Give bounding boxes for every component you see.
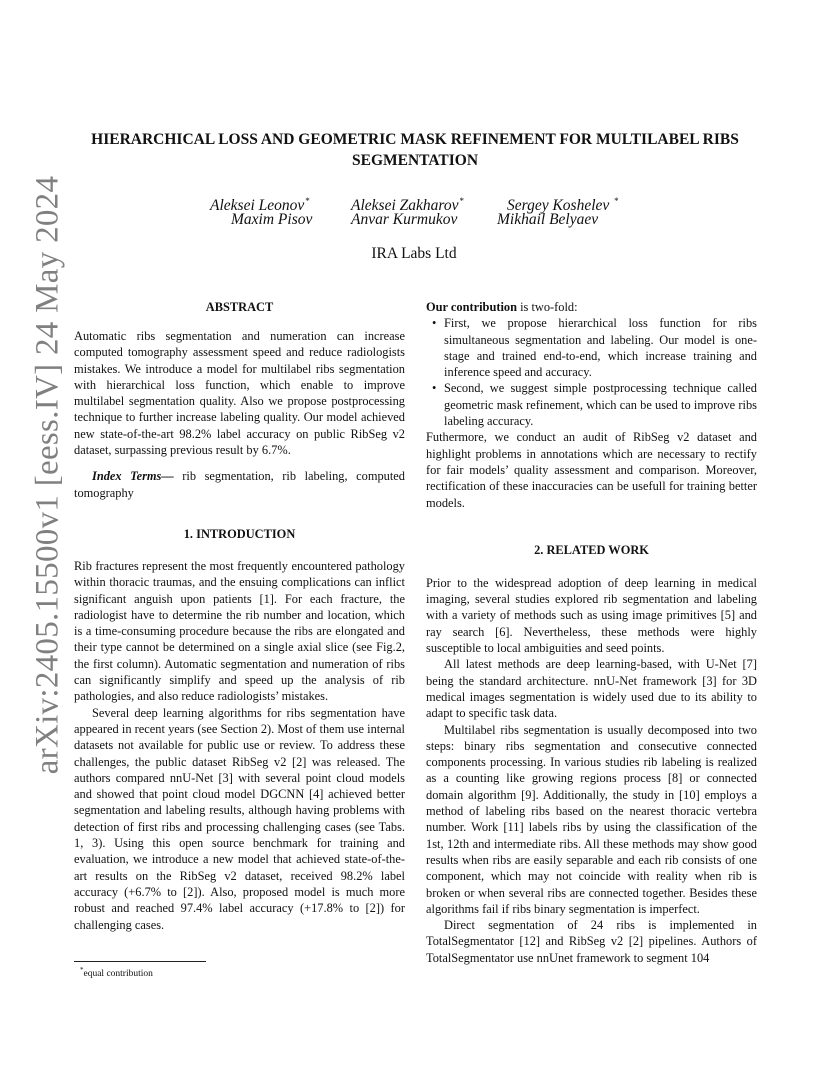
related-work-heading: 2. RELATED WORK xyxy=(534,542,649,557)
author-name: Sergey Koshelev xyxy=(507,197,614,214)
author-5 xyxy=(351,209,457,231)
left-column xyxy=(74,299,405,933)
footnote-mark: * xyxy=(80,966,84,974)
affiliation: IRA Labs Ltd xyxy=(371,245,457,262)
list-item-text: Second, we suggest simple postprocessing technique called geometric mask refinement, which can be used to improve ribs labeling accuracy. xyxy=(444,381,757,429)
contribution-closing: Futhermore, we conduct an audit of RibSeg v2 dataset and highlight problems in annotations which are necessary to rectify for fair models’ quality assessment and comparison. Moreover, rectification of these inaccuracies can be usefull for training better models. xyxy=(426,430,757,510)
author-name: Aleksei Zakharov xyxy=(351,197,459,214)
list-item-text: First, we propose hierarchical loss function for ribs simultaneous segmentation and labeling. Our model is one-stage and trained end-to-end, which increase training and inference speed and accuracy. xyxy=(444,316,757,380)
author-mark: * xyxy=(614,196,619,206)
author-name: Aleksei Leonov xyxy=(210,197,305,214)
abstract-heading: ABSTRACT xyxy=(205,300,274,314)
related-paragraph: Multilabel ribs segmentation is usually decomposed into two steps: binary ribs segmentation and consecutive connected components processing. In various studies rib labeling is realized as a counting like growing regions process [8] or connected domain algorithm [9]. Additionally, the study in [10] employs a method of labeling ribs based on the nearest thoracic vertebra number. Work [11] labels ribs by using the classification of the 1st, 12th and intermediate ribs. All these methods may show good results when ribs are easily separable and each rib consists of one component, which may not coincide with reality when rib is broken or when several ribs are connected together. Besides these algorithms fail if ribs binary segmentation is imperfect. xyxy=(426,722,757,916)
footnote-text: equal contribution xyxy=(83,969,153,979)
footnote xyxy=(80,966,153,979)
introduction-heading: 1. INTRODUCTION xyxy=(183,526,296,541)
contribution-list xyxy=(426,315,757,429)
list-item xyxy=(426,380,757,429)
contribution-lead xyxy=(426,299,757,315)
index-terms-text: rib segmentation, rib labeling, computed tomography xyxy=(74,469,405,500)
author-name: Mikhail Belyaev xyxy=(497,211,599,228)
index-terms-label: Index Terms— xyxy=(92,469,174,484)
author-mark: * xyxy=(305,196,310,206)
contribution-lead-rest: is two-fold: xyxy=(517,300,578,314)
author-4 xyxy=(231,209,312,231)
arxiv-identifier: arXiv:2405.15500v1 [eess.IV] 24 May 2024 xyxy=(29,175,66,775)
related-paragraph: Prior to the widespread adoption of deep learning in medical imaging, several studies explored rib segmentation and labeling with a variety of methods such as using image primitives [5] and ray search [6]. Nevertheless, these methods were highly susceptible to local ambiguities and seed points. xyxy=(426,575,757,656)
right-column xyxy=(426,299,757,966)
intro-paragraph: Several deep learning algorithms for ribs segmentation have appeared in recent years (see Section 2). Most of them use internal datasets not available for public use or review. To address these challenges, the public dataset RibSeg v2 [2] was released. The authors compared nnU-Net [3] with several point cloud models and showed that point cloud model DGCNN [4] achieved better segmentation and labeling results, although having problems with detection of first ribs and processing challenging cases (see Tabs. 1, 3). Using this open source benchmark for training and evaluation, we introduce a new model that achieved state-of-the-art results on the RibSeg v2 dataset, received 98.2% label accuracy (+6.7% to [2]). Also, proposed model is much more robust and reached 97.4% label accuracy (+17.8% to [2]) for challenging cases. xyxy=(74,705,405,932)
list-item xyxy=(426,315,757,380)
intro-paragraph: Rib fractures represent the most frequently encountered pathology within thoracic traumas, and the ensuing complications can inflict significant anguish upon patients [1]. For each fracture, the radiologist have to determine the rib number and location, which is a time-consuming procedure because the ribs are elongated and their type cannot be determined on a single axial slice (see Fig.2, the first column). Automatic segmentation and numeration of ribs can significantly simplify and speed up the analysis of rib pathologies, and also reduce radiologists’ mistakes. xyxy=(74,558,405,704)
author-mark: * xyxy=(459,196,464,206)
bullet-icon: • xyxy=(432,316,437,331)
bullet-icon: • xyxy=(432,381,437,396)
author-name: Maxim Pisov xyxy=(231,211,313,228)
abstract-text: Automatic ribs segmentation and numeration can increase computed tomography assessment speed and reduce radiologists mistakes. We introduce a model for multilabel ribs segmentation with hierarchical loss function, which enable to improve multilabel segmentation quality. Also we propose postprocessing technique to further increase labeling quality. Our model achieved new state-of-the-art 98.2% label accuracy on public RibSeg v2 dataset, surpassing previous result by 6.7%. xyxy=(74,329,405,458)
author-6 xyxy=(497,209,598,231)
related-paragraph: Direct segmentation of 24 ribs is implemented in TotalSegmentator [12] and RibSeg v2 [2] pipelines. Authors of TotalSegmentator use nnUnet framework to segment 104 xyxy=(426,918,757,965)
author-name: Anvar Kurmukov xyxy=(351,211,458,228)
footnote-divider xyxy=(74,961,206,962)
paper-title: HIERARCHICAL LOSS AND GEOMETRIC MASK REFINEMENT FOR MULTILABEL RIBS SEGMENTATION xyxy=(91,131,739,169)
contribution-lead-bold: Our contribution xyxy=(426,300,517,314)
index-terms xyxy=(74,468,405,501)
related-paragraph: All latest methods are deep learning-based, with U-Net [7] being the standard architecture. nnU-Net framework [3] for 3D medical images segmentation is widely used due to its ability to adapt to specific task data. xyxy=(426,657,757,721)
